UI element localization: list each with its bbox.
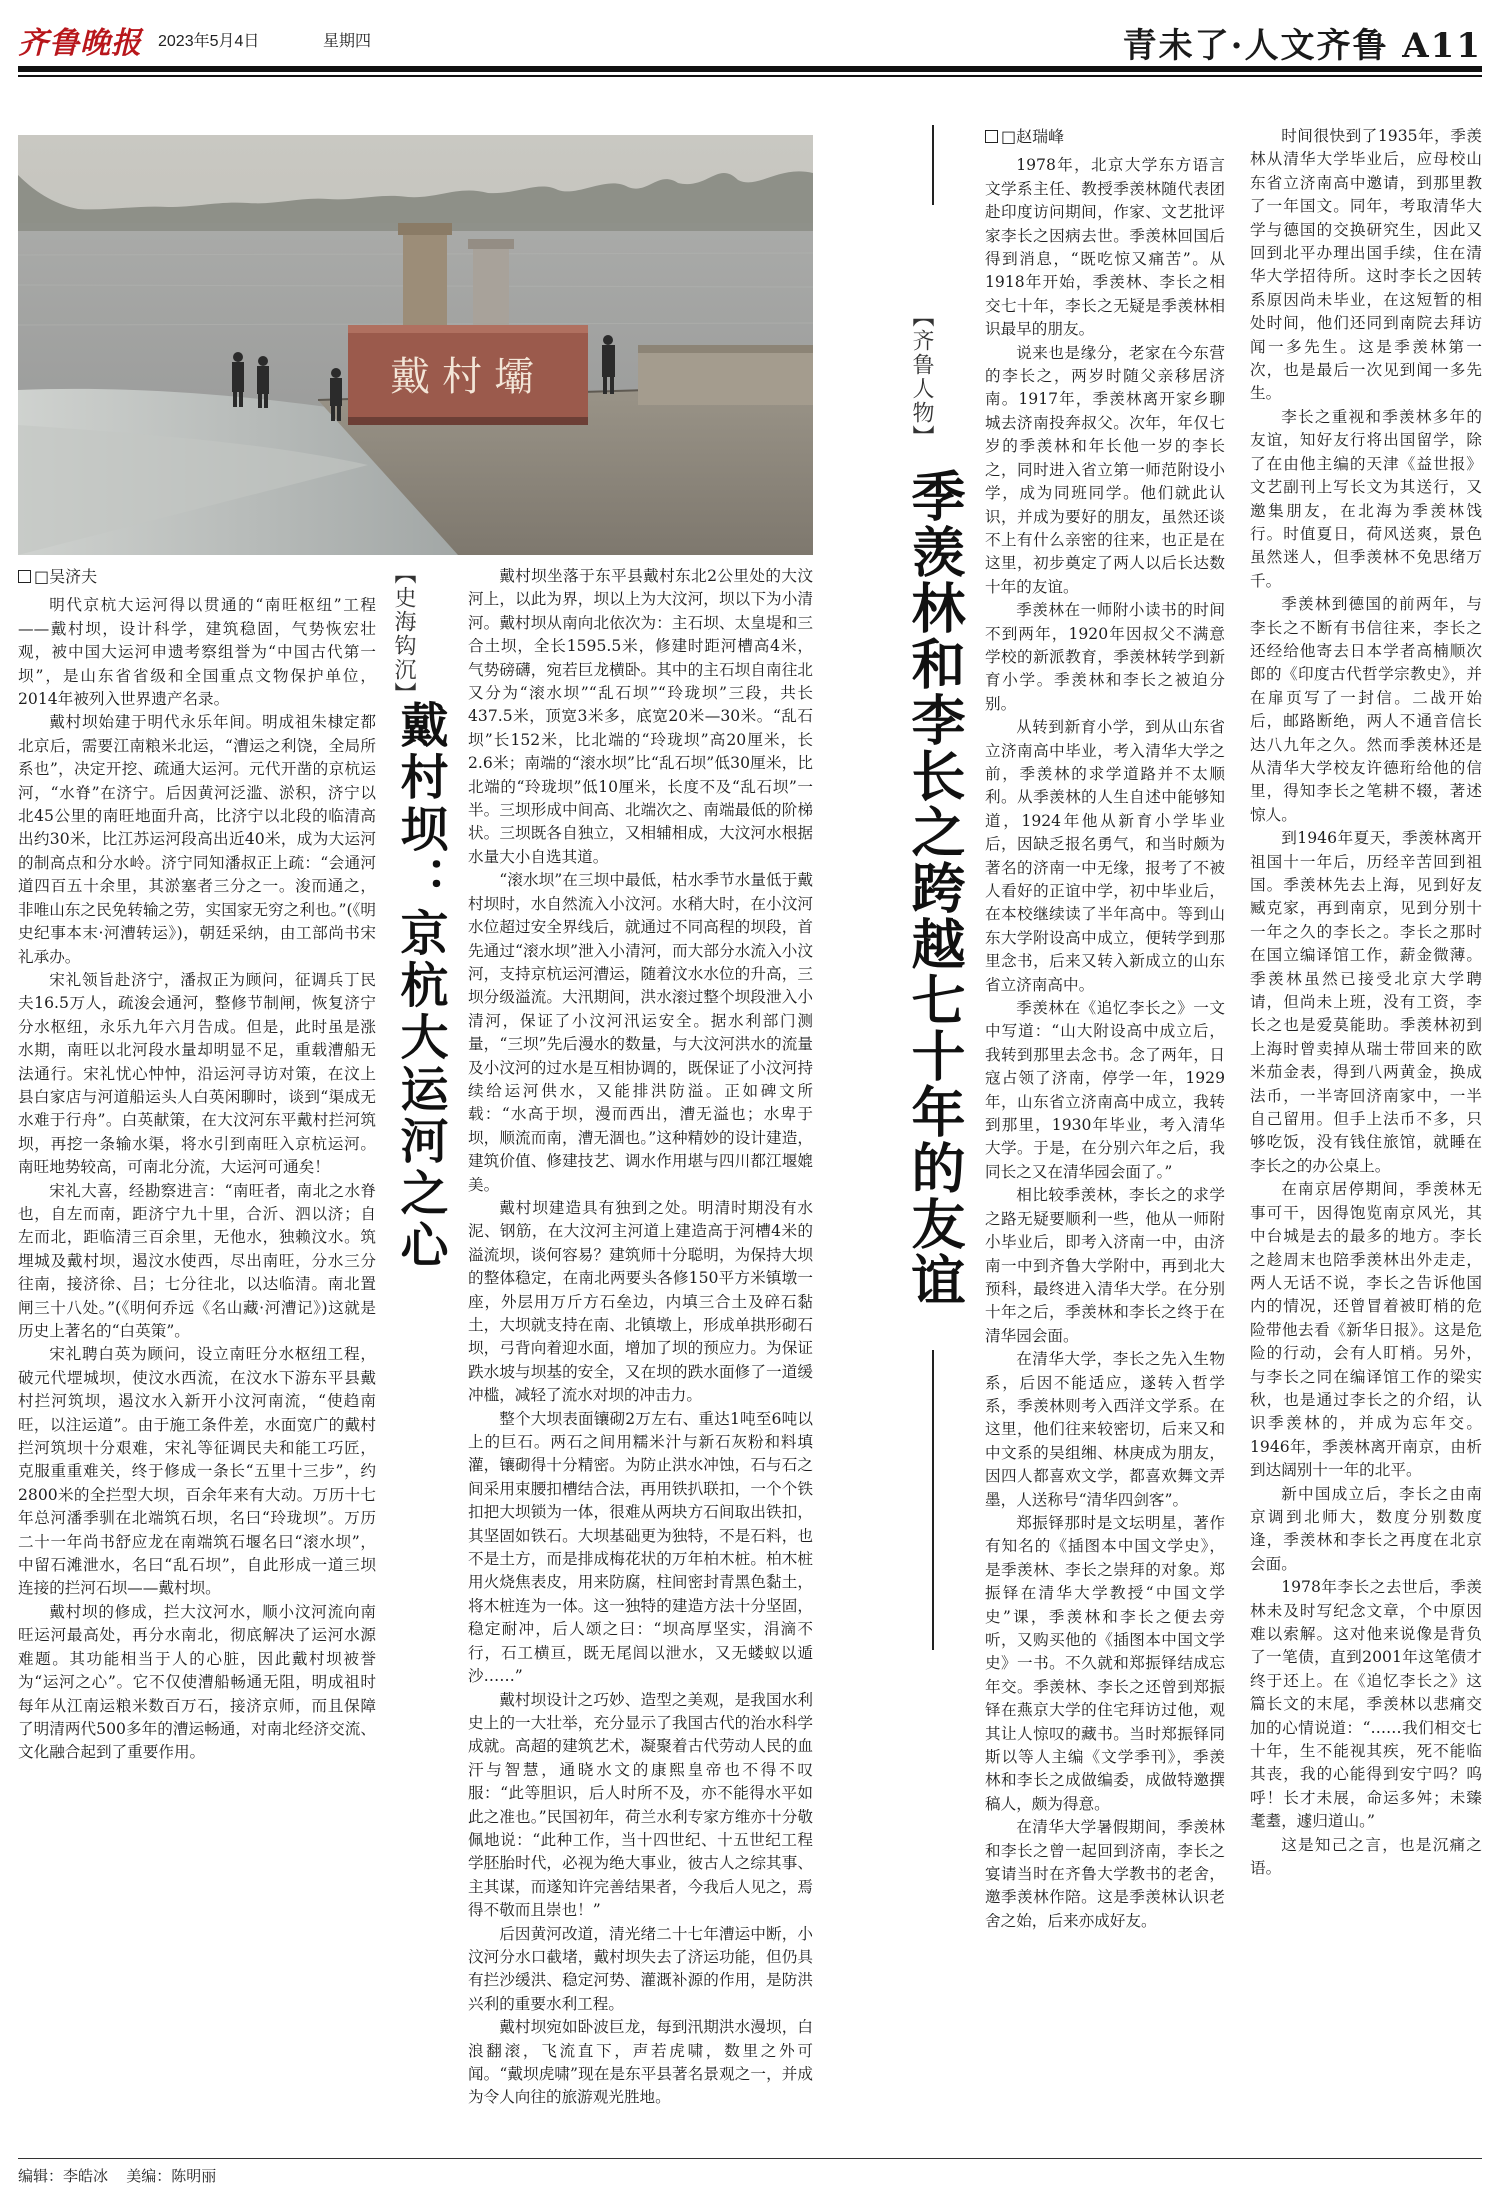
monument-inscription: 戴村壩: [390, 354, 546, 400]
footer: [18, 2165, 230, 2186]
right-article-author: □赵瑞峰: [985, 125, 1225, 148]
article-paragraph: 戴村坝始建于明代永乐年间。明成祖朱棣定都北京后，需要江南粮米北运，“漕运之利饶，全局所系也”，决定开挖、疏通大运河。元代开凿的京杭运河，“水脊”在济宁。后因黄河泛滥、淤积，济宁以北45公里的南旺地面升高，比济宁以北段的临清高出约30米，比江苏运河段高出近40米，成为大运河的制高点和分水岭。济宁同知潘叔正上疏：“会通河道四百五十余里，其淤塞者三分之一。浚而通之，非唯山东之民免转输之劳，实国家无穷之利也。”(《明史纪事本末·河漕转运》)，朝廷采纳，由工部尚书宋礼承办。: [18, 713, 376, 966]
right-article-column-2: [1250, 125, 1482, 2150]
editor-credit: 编辑：李皓冰: [18, 2168, 109, 2185]
newspaper-logo: 齐鲁晚报: [18, 26, 142, 61]
article-paragraph: 季羡林到德国的前两年，与李长之不断有书信往来，李长之还经给他寄去日本学者高楠顺次郎的《印度古代哲学宗教史》，并在扉页写了一封信。二战开始后，邮路断绝，两人不通音信长达八九年之久。然而季羡林还是从清华大学校友许德珩给他的信里，得知李长之笔耕不辍，著述惊人。: [1250, 595, 1482, 824]
title-rule-bottom: [932, 1350, 934, 1650]
article-paragraph: 宋礼领旨赴济宁，潘叔正为顾问，征调兵丁民夫16.5万人，疏浚会通河，整修节制闸，恢复济宁分水枢纽，永乐九年六月告成。但是，此时虽是涨水期，南旺以北河段水量却明显不足，重载漕船无法通行。宋礼忧心忡忡，沿运河寻访对策，在汶上县白家店与河道船运头人白英闲聊时，谈到“渠成无水难于行舟”。白英献策，在大汶河东平戴村拦河筑坝，再挖一条输水渠，将水引到南旺入京杭运河。南旺地势较高，可南北分流，大运河可通矣！: [18, 970, 376, 1177]
article-paragraph: 整个大坝表面镶砌2万左右、重达1吨至6吨以上的巨石。两石之间用糯米汁与新石灰粉和料填灌，镶砌得十分精密。为防止洪水冲蚀，石与石之间采用束腰扣槽结合法，再用铁扒联扣，一个个铁扣把大坝锁为一体，很难从两块方石间取出铁扣，其坚固如铁石。大坝基础更为独特，不是石料，也不是土方，而是排成梅花状的万年柏木桩。柏木桩用火烧焦表皮，用来防腐，柱间密封青黑色黏土，将木桩连为一体。这一独特的建造方法十分坚固，稳定耐冲，后人颂之曰：“坝高厚坚实，涓滴不行，石工横亘，既无尾闾以泄水，又无蝼蚁以遁沙……”: [468, 1409, 813, 1686]
article-paragraph: 在南京居停期间，季羡林无事可干，因得饱览南京风光，其中台城是去的最多的地方。李长之趁周末也陪季羡林出外走走，两人无话不说，李长之告诉他国内的情况，还曾冒着被盯梢的危险带他去看《新华日报》。这是危险的行动，会有人盯梢。另外，与李长之同在编译馆工作的梁实秋，也是通过李长之的介绍，认识季羡林的，并成为忘年交。1946年，季羡林离开南京，由析到达阔别十一年的北平。: [1250, 1180, 1482, 1480]
article-paragraph: 在清华大学，李长之先入生物系，后因不能适应，遂转入哲学系，季羡林则考入西洋文学系。在这里，他们往来较密切，后来又和中文系的吴组缃、林庚成为朋友，因四人都喜欢文学，都喜欢舞文弄墨，人送称号“清华四剑客”。: [985, 1350, 1225, 1509]
article-paragraph: 从转到新育小学，到从山东省立济南高中毕业，考入清华大学之前，季羡林的求学道路并不太顺利。从季羡林的人生自述中能够知道，1924年他从新育小学毕业后，因缺乏报名勇气，和当时颇为著名的济南一中无缘，报考了不被人看好的正谊中学，初中毕业后，在本校继续读了半年高中。等到山东大学附设高中成立，便转学到那里念书，后来又转入新成立的山东省立济南高中。: [985, 718, 1225, 994]
article-paragraph: 新中国成立后，李长之由南京调到北师大，数度分别数度逢，季羡林和李长之再度在北京会面。: [1250, 1484, 1482, 1573]
issue-weekday: 星期四: [323, 33, 372, 50]
footer-rule: [18, 2158, 1482, 2159]
article-paragraph: 在清华大学暑假期间，季羡林和李长之曾一起回到济南，李长之宴请当时在齐鲁大学教书的老舍，邀季羡林作陪。这是季羡林认识老舍之始，后来亦成好友。: [985, 1818, 1225, 1930]
title-rule-top: [932, 125, 934, 205]
article-paragraph: “滚水坝”在三坝中最低，枯水季节水量低于戴村坝时，水自然流入小汶河。水稍大时，在小汶河水位超过安全界线后，就通过不同高程的坝段，首先通过“滚水坝”泄入小清河，而大部分水流入小汶河，支持京杭运河漕运，随着汶水水位的升高，三坝分级溢流。大汛期间，洪水滚过整个坝段泄入小清河，保证了小汶河汛运安全。据水利部门测量，“三坝”先后漫水的数量，与大汶河洪水的流量及小汶河的过水是互相协调的，既保证了小汶河持续给运河供水，又能排洪防溢。正如碑文所载：“水高于坝，漫而西出，漕无溢也；水卑于坝，顺流而南，漕无涸也。”这种精妙的设计建造，建筑价值、修建技艺、调水作用堪与四川都江堰媲美。: [468, 871, 813, 1194]
right-article-column-1: [985, 125, 1225, 2150]
left-article-column-2: [468, 565, 813, 2150]
article-paragraph: 季羡林在《追忆李长之》一文中写道：“山大附设高中成立后，我转到那里去念书。念了两年，日寇占领了济南，停学一年，1929年，山东省立济南高中成立，我转到那里，1930年毕业，考入清华大学。于是，在分别六年之后，我同长之又在清华园会面了。”: [985, 999, 1225, 1181]
designer-credit: 美编：陈明丽: [126, 2168, 217, 2185]
article-paragraph: 戴村坝的修成，拦大汶河水，顺小汶河流向南旺运河最高处，再分水南北，彻底解决了运河水源难题。其功能相当于人的心脏，因此戴村坝被誉为“运河之心”。它不仅使漕船畅通无阻，明成祖时每年从江南运粮米数百万石，接济京师，而且保障了明清两代500多年的漕运畅通，对南北经济交流、文化融合起到了重要作用。: [18, 1602, 376, 1762]
article-paragraph: 1978年李长之去世后，季羡林未及时写纪念文章，个中原因难以索解。这对他来说像是背负了一笔债，直到2001年这笔债才终于还上。在《追忆李长之》这篇长文的末尾，季羡林以悲痛交加的心情说道：“……我们相交七十年，生不能视其疾，死不能临其丧，我的心能得到安宁吗？呜呼！长才未展，命运多舛；未臻耄耋，遽归道山。”: [1250, 1578, 1482, 1831]
section-title: 青未了·人文齐鲁 A11: [1122, 26, 1482, 66]
article-paragraph: 宋礼聘白英为顾问，设立南旺分水枢纽工程，破元代堽城坝，使汶水西流，在汶水下游东平县戴村拦河筑坝，遏汶水入新开小汶河南流，“使趋南旺，以注运道”。由于施工条件差，水面宽广的戴村拦河筑坝十分艰难，宋礼等征调民夫和能工巧匠，克服重重难关，终于修成一条长“五里十三步”，约2800米的全拦型大坝，百余年来有大动。万历十七年总河潘季驯在北端筑石坝，名曰“玲珑坝”。万历二十一年尚书舒应龙在南端筑石堰名曰“滚水坝”，中留石滩泄水，名曰“乱石坝”，自此形成一道三坝连接的拦河石坝——戴村坝。: [18, 1345, 376, 1598]
issue-date: 2023年5月4日: [158, 33, 260, 50]
left-article-author: □吴济夫: [18, 565, 376, 588]
article-paragraph: 戴村坝宛如卧波巨龙，每到汛期洪水漫坝，白浪翻滚，飞流直下，声若虎啸，数里之外可闻。“戴坝虎啸”现在是东平县著名景观之一，并成为令人向往的旅游观光胜地。: [468, 2018, 813, 2107]
article-paragraph: 戴村坝建造具有独到之处。明清时期没有水泥、钢筋，在大汶河主河道上建造高于河槽4米的溢流坝，谈何容易？建筑师十分聪明，为保持大坝的整体稳定，在南北两要头各修150平方米镇墩一座，外层用万斤方石垒边，内填三合土及碎石黏土，大坝就支持在南、北镇墩上，形成单拱形砌石坝，弓背向着迎水面，增加了坝的预应力。为保证跌水坡与坝基的安全，又在坝的跌水面修了一道缓冲槛，减轻了流水对坝的冲击力。: [468, 1198, 813, 1405]
article-paragraph: 明代京杭大运河得以贯通的“南旺枢纽”工程——戴村坝，设计科学，建筑稳固，气势恢宏壮观，被中国大运河申遗考察组誉为“中国古代第一坝”，是山东省省级和全国重点文物保护单位，2014年被列入世界遗产名录。: [18, 596, 376, 709]
article-paragraph: 说来也是缘分，老家在今东营的李长之，两岁时随父亲移居济南。1917年，季羡林离开家乡聊城去济南投奔叔父。次年，年仅七岁的季羡林和年长他一岁的李长之，同时进入省立第一师范附设小学，成为同班同学。他们就此认识，并成为要好的朋友，虽然还谈不上有什么亲密的往来，也正是在这里，初步奠定了两人以后长达数十年的友谊。: [985, 343, 1225, 596]
article-paragraph: 到1946年夏天，季羡林离开祖国十一年后，历经辛苦回到祖国。季羡林先去上海，见到好友臧克家，再到南京，见到分别十一年之久的李长之。李长之那时在国立编译馆工作，薪金微薄。季羡林虽然已接受北京大学聘请，但尚未上班，没有工资，李长之也是爱莫能助。季羡林初到上海时曾卖掉从瑞士带回来的欧米茄金表，得到八两黄金，换成法币，一半寄回济南家中，一半自己留用。但手上法币不多，只够吃饭，没有钱住旅馆，就睡在李长之的办公桌上。: [1250, 829, 1482, 1175]
left-article-column-1: [18, 565, 376, 2150]
dam-photo: [18, 135, 813, 555]
left-article-tag: 【史海钩沉】: [391, 562, 416, 706]
article-paragraph: 后因黄河改道，清光绪二十七年漕运中断，小汶河分水口截堵，戴村坝失去了济运功能，但仍具有拦沙缓洪、稳定河势、灌溉补源的作用，是防洪兴利的重要水利工程。: [468, 1924, 813, 2013]
article-paragraph: 郑振铎那时是文坛明星，著作有知名的《插图本中国文学史》，是季羡林、李长之崇拜的对象。郑振铎在清华大学教授“中国文学史”课，季羡林和李长之便去旁听，又购买他的《插图本中国文学史》一书。不久就和郑振铎结成忘年交。季羡林、李长之还曾到郑振铎在燕京大学的住宅拜访过他，观其让人惊叹的藏书。当时郑振铎同斯以等人主编《文学季刊》，季羡林和李长之成做编委，成做特邀撰稿人，颇为得意。: [985, 1513, 1225, 1813]
article-paragraph: 这是知己之言，也是沉痛之语。: [1250, 1835, 1482, 1878]
header-rule-thin: [18, 75, 1482, 77]
left-article-title: 戴村坝：京杭大运河之心: [392, 700, 448, 1272]
article-paragraph: 1978年，北京大学东方语言文学系主任、教授季羡林随代表团赴印度访问期间，作家、文艺批评家李长之因病去世。季羡林回国后得到消息，“既吃惊又痛苦”。从1918年开始，季羡林、李长之相交七十年，李长之无疑是季羡林相识最早的朋友。: [985, 156, 1225, 339]
masthead: [18, 18, 1482, 66]
article-paragraph: 季羡林在一师附小读书的时间不到两年，1920年因叔父不满意学校的新派教育，季羡林转学到新育小学。季羡林和李长之被迫分别。: [985, 601, 1225, 713]
right-article-tag: 【齐鲁人物】: [909, 305, 934, 449]
header-rule-thick: [18, 66, 1482, 72]
article-paragraph: 相比较季羡林，李长之的求学之路无疑要顺利一些，他从一师附小毕业后，即考入济南一中，由济南一中到齐鲁大学附中，再到北大预科，最终进入清华大学。在分别十年之后，季羡林和李长之终于在清华园会面。: [985, 1186, 1225, 1345]
article-paragraph: 李长之重视和季羡林多年的友谊，知好友行将出国留学，除了在由他主编的天津《益世报》文艺副刊上写长文为其送行，又邀集朋友，在北海为季羡林饯行。时值夏日，荷风送爽，景色虽然迷人，但季羡林不免思绪万千。: [1250, 407, 1482, 590]
article-paragraph: 戴村坝坐落于东平县戴村东北2公里处的大汶河上，以此为界，坝以上为大汶河，坝以下为小清河。戴村坝从南向北依次为：主石坝、太皇堤和三合土坝，全长1595.5米，修建时距河槽高4米，气势磅礴，宛若巨龙横卧。其中的主石坝自南往北又分为“滚水坝”“乱石坝”“玲珑坝”三段，共长437.5米，顶宽3米多，底宽20米—30米。“乱石坝”长152米，比北端的“玲珑坝”高20厘米，长2.6米；南端的“滚水坝”比“乱石坝”低30厘米，比北端的“玲珑坝”低10厘米，长度不及“乱石坝”一半。三坝形成中间高、北端次之、南端最低的阶梯状。三坝既各自独立，又相辅相成，大汶河水根据水量大小自选其道。: [468, 567, 813, 866]
article-paragraph: 时间很快到了1935年，季羡林从清华大学毕业后，应母校山东省立济南高中邀请，到那里教了一年国文。同年，考取清华大学与德国的交换研究生，因此又回到北平办理出国手续，住在清华大学招待所。这时李长之因转系原因尚未毕业，在这短暂的相处时间，他们还同到南院去拜访闻一多先生。这是季羡林第一次，也是最后一次见到闻一多先生。: [1250, 127, 1482, 403]
right-article-title: 季羡林和李长之跨越七十年的友谊: [903, 468, 966, 1308]
article-paragraph: 宋礼大喜，经勘察进言：“南旺者，南北之水脊也，自左而南，距济宁九十里，合沂、泗以济；自左而北，距临清三百余里，无他水，独赖汶水。筑埋城及戴村坝，遏汶水使西，尽出南旺，分水三分往南，接济徐、吕；七分往北，以达临清。南北置闸三十八处。”(《明何乔远《名山藏·河漕记》)这就是历史上著名的“白英策”。: [18, 1181, 376, 1340]
article-paragraph: 戴村坝设计之巧妙、造型之美观，是我国水利史上的一大壮举，充分显示了我国古代的治水科学成就。高超的建筑艺术，凝聚着古代劳动人民的血汗与智慧，通晓水文的康熙皇帝也不得不叹服：“此等胆识，后人时所不及，亦不能得水平如此之准也。”民国初年，荷兰水利专家方维亦十分敬佩地说：“此种工作，当十四世纪、十五世纪工程学胚胎时代，必视为绝大事业，彼古人之综其事、主其谋，而遂知许完善结果者，今我后人见之，焉得不敬而且崇也！”: [468, 1690, 813, 1920]
